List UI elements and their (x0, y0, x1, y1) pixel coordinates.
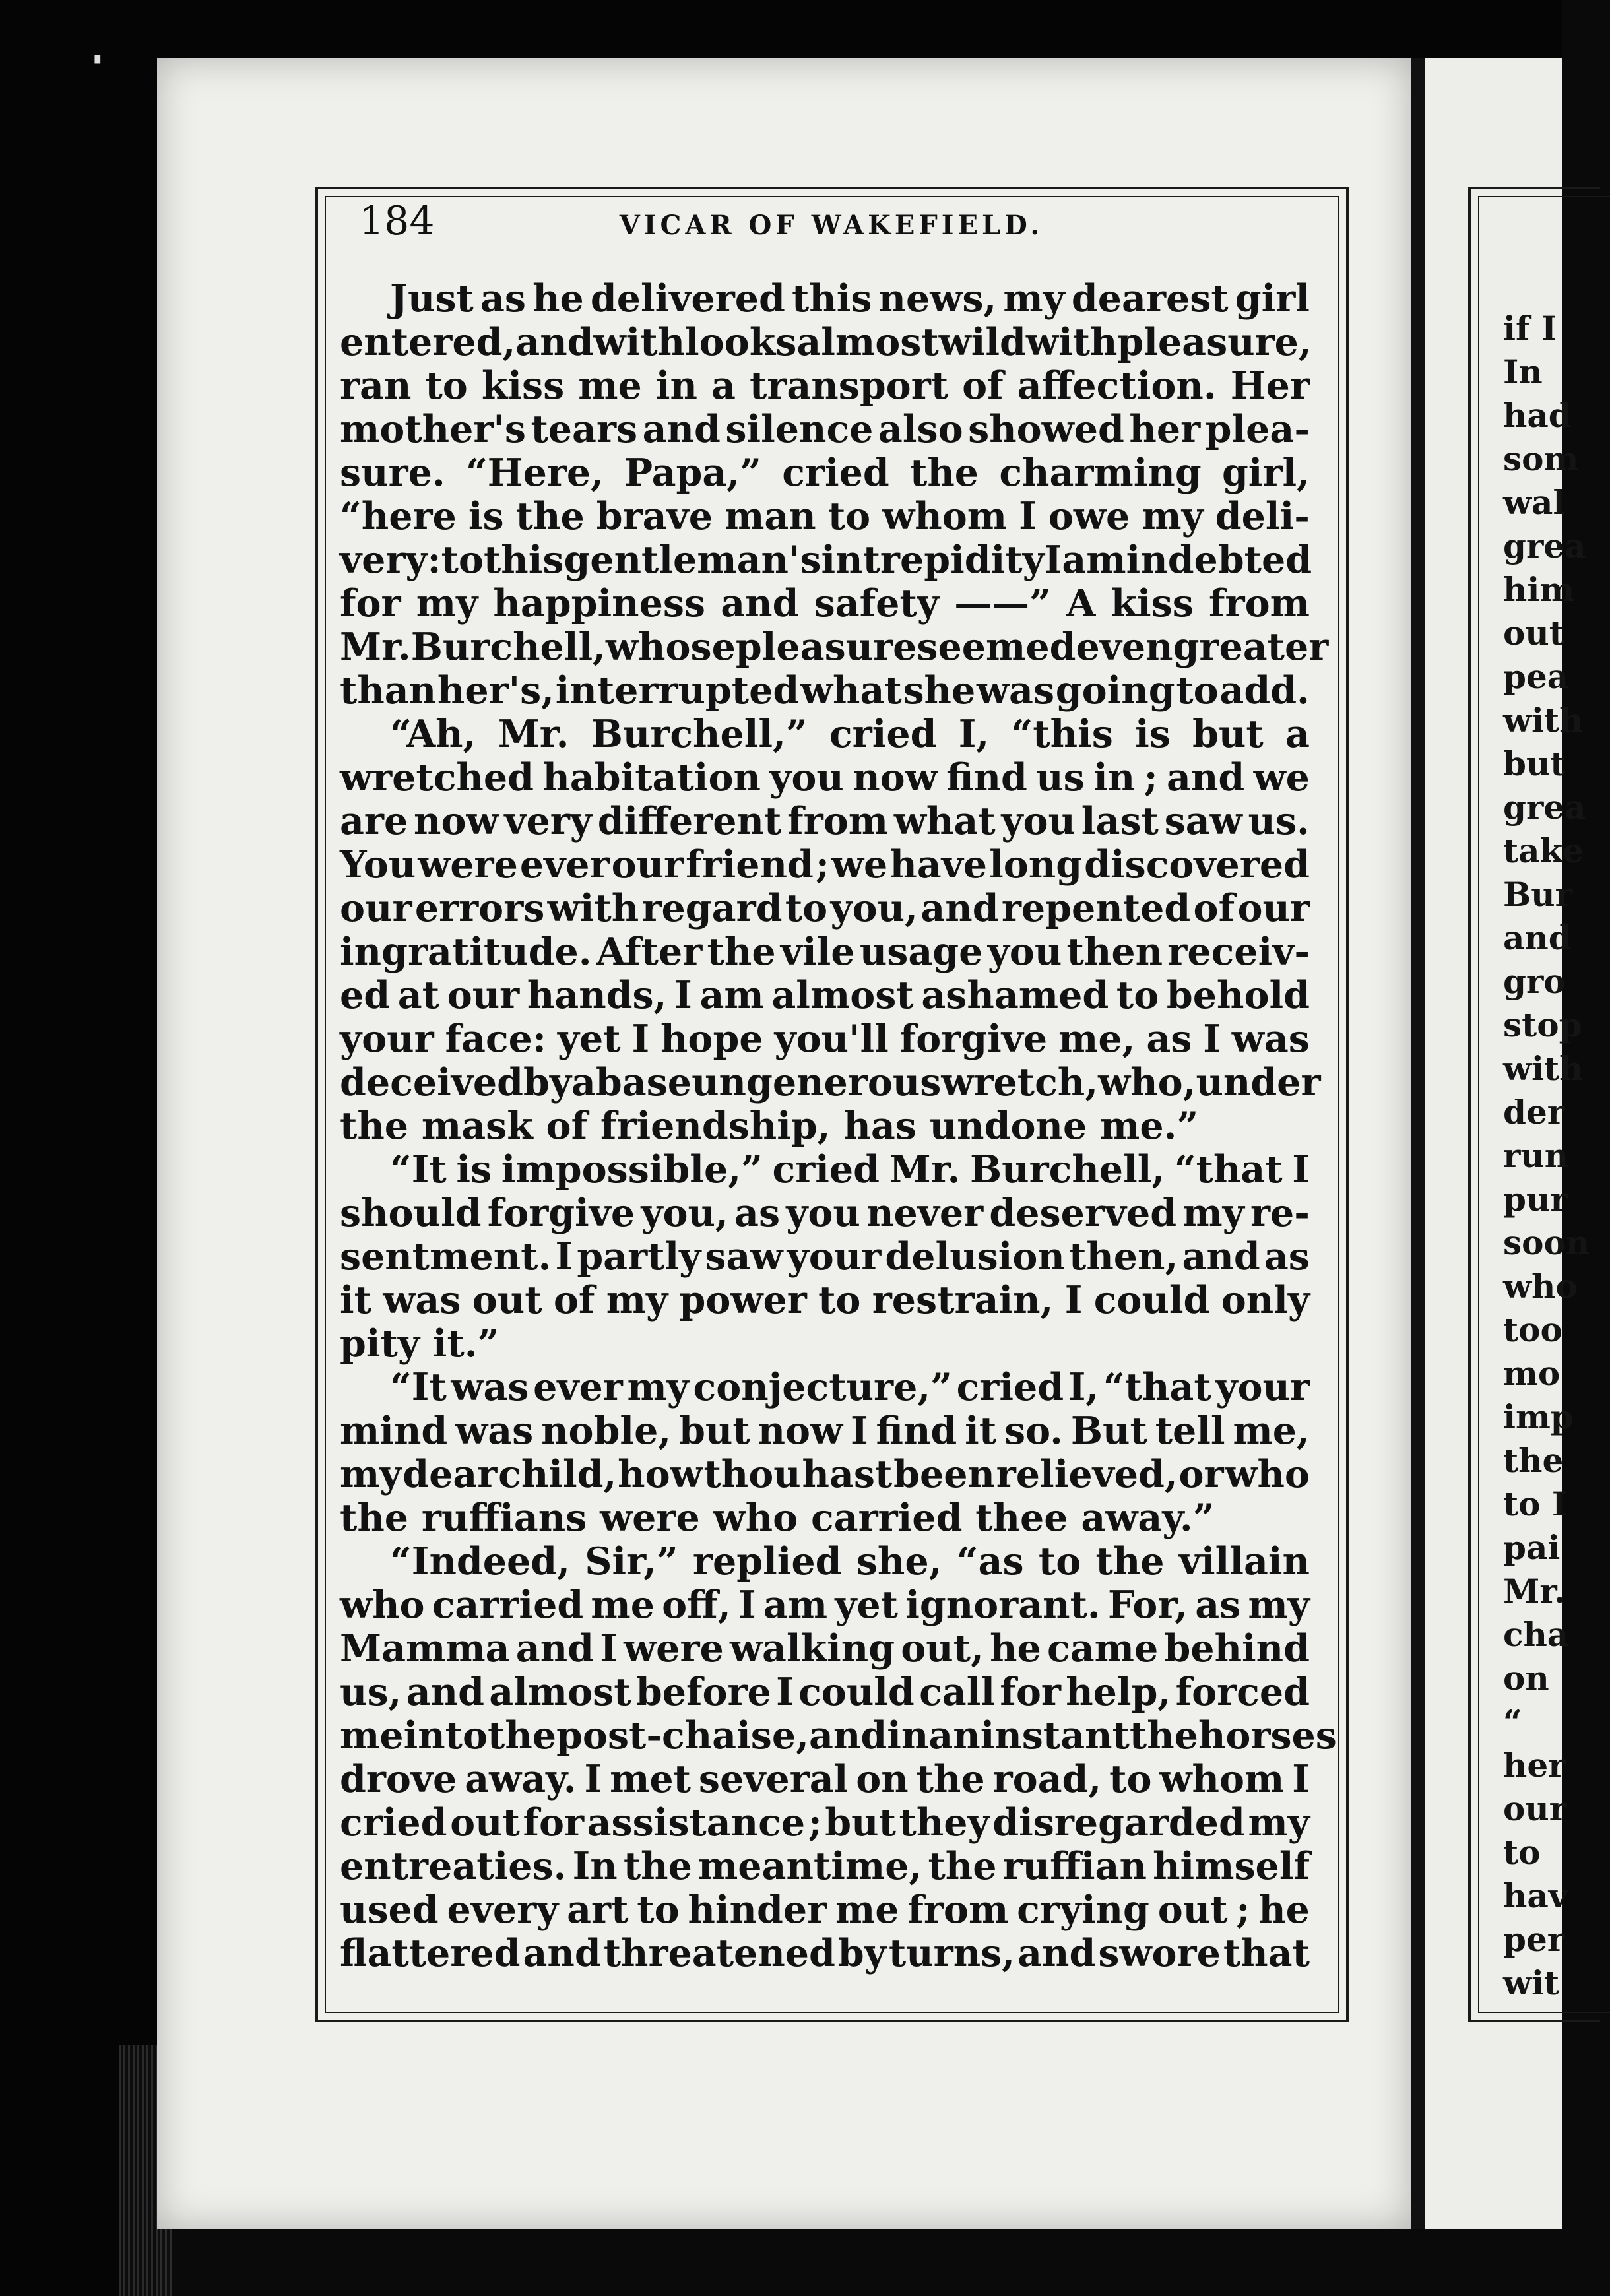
facing-page-line: mo (1503, 1354, 1561, 1393)
facing-page-line: soon (1503, 1223, 1590, 1262)
scan-border-top (0, 0, 1562, 59)
text-line: ed at our hands, I am almost ashamed to behold (340, 973, 1310, 1017)
text-line: me into the post-chaise, and in an instant the horses (340, 1713, 1337, 1758)
text-line: my dear child, how thou hast been relieved, or who (340, 1452, 1310, 1496)
scan-corner-mark: ▝ (89, 56, 100, 73)
text-line: it was out of my power to restrain, I could only (340, 1278, 1310, 1322)
facing-page-line: pea (1503, 657, 1569, 696)
text-line: who carried me off, I am yet ignorant. For, as my (340, 1583, 1310, 1627)
facing-page-line: gro (1503, 962, 1566, 1001)
facing-page-line: som (1503, 439, 1579, 478)
facing-page-line: Mr. (1503, 1572, 1566, 1610)
facing-page-line: who (1503, 1267, 1578, 1306)
facing-page-line: to I (1503, 1484, 1568, 1523)
facing-page-line: him (1503, 570, 1575, 609)
text-line: pity it.” (340, 1322, 499, 1366)
facing-page-line: to (1503, 1833, 1541, 1872)
facing-page-line: wal (1503, 483, 1566, 522)
text-line: should forgive you, as you never deserved my re- (340, 1191, 1310, 1235)
facing-page-line: with (1503, 701, 1584, 740)
facing-page-line: the (1503, 1441, 1564, 1480)
facing-page-line: take (1503, 831, 1584, 870)
facing-page-line: stop (1503, 1005, 1582, 1044)
facing-page-line: per (1503, 1920, 1565, 1959)
facing-page-line: on (1503, 1659, 1549, 1698)
facing-page-line: out (1503, 614, 1564, 653)
text-line: the mask of friendship, has undone me.” (340, 1104, 1199, 1148)
running-title: VICAR OF WAKEFIELD. (619, 210, 1044, 241)
facing-page-line: grea (1503, 526, 1586, 565)
facing-page-line: too (1503, 1310, 1562, 1349)
text-line: “It is impossible,” cried Mr. Burchell, “that I (390, 1147, 1310, 1192)
text-line: “Indeed, Sir,” replied she, “as to the villain (390, 1539, 1310, 1583)
facing-page-line: der (1503, 1093, 1565, 1132)
text-line: Mamma and I were walking out, he came behind (340, 1626, 1310, 1671)
facing-page-line: wit (1503, 1963, 1560, 2002)
facing-page-line: if I (1503, 309, 1557, 348)
facing-page-line: our (1503, 1789, 1567, 1828)
text-line: deceived by a base ungenerous wretch, who, under (340, 1060, 1321, 1104)
text-line: sentment. I partly saw your delusion then, and as (340, 1234, 1310, 1279)
text-line: for my happiness and safety ——” A kiss from (340, 581, 1310, 625)
text-line: your face: yet I hope you'll forgive me, as I was (340, 1017, 1310, 1061)
text-line: drove away. I met several on the road, to whom I (340, 1757, 1310, 1801)
facing-page-line: cha (1503, 1615, 1569, 1654)
text-line: “here is the brave man to whom I owe my deli- (340, 494, 1310, 538)
facing-page-line: pur (1503, 1180, 1568, 1219)
text-line: ran to kiss me in a transport of affection. Her (340, 364, 1310, 408)
text-line: us, and almost before I could call for help, forced (340, 1670, 1310, 1714)
text-line: than her's, interrupted what she was going to add. (340, 668, 1310, 713)
page-number: 184 (359, 198, 435, 244)
book-gutter (1411, 58, 1425, 2229)
text-line: wretched habitation you now find us in ; and we (340, 755, 1310, 800)
text-line: entered, and with looks almost wild with pleasure, (340, 320, 1312, 364)
text-line: used every art to hinder me from crying out ; he (340, 1888, 1310, 1932)
facing-page-line: “ (1503, 1702, 1522, 1741)
text-line: Mr. Burchell, whose pleasure seemed even greater (340, 625, 1329, 669)
facing-page-line: hav (1503, 1876, 1568, 1915)
facing-page-line: but (1503, 744, 1566, 783)
text-line: You were ever our friend ; we have long discovered (340, 843, 1310, 887)
facing-page-line: her (1503, 1746, 1566, 1785)
text-line: cried out for assistance ; but they disregarded my (340, 1801, 1310, 1845)
text-line: mother's tears and silence also showed her plea- (340, 407, 1310, 451)
facing-page-line: and (1503, 918, 1572, 957)
text-line: “It was ever my conjecture,” cried I, “that your (390, 1365, 1310, 1409)
text-line: “Ah, Mr. Burchell,” cried I, “this is but a (390, 712, 1310, 756)
text-line: sure. “Here, Papa,” cried the charming girl, (340, 451, 1310, 495)
text-line: very: to this gentleman's intrepidity I am indebted (340, 538, 1312, 582)
text-line: are now very different from what you last saw us. (340, 799, 1310, 843)
text-line: our errors with regard to you, and repented of our (340, 886, 1310, 930)
facing-page-text (1503, 307, 1590, 2005)
text-line: ingratitude. After the vile usage you then receiv- (340, 930, 1310, 974)
text-line: the ruffians were who carried thee away.” (340, 1496, 1215, 1540)
text-line: Just as he delivered this news, my dearest girl (390, 276, 1310, 321)
scan-border-left (0, 0, 158, 2296)
facing-page-line: with (1503, 1049, 1584, 1088)
text-line: flattered and threatened by turns, and swore that (340, 1931, 1310, 1975)
facing-page-line: run (1503, 1136, 1569, 1175)
text-line: entreaties. In the meantime, the ruffian himself (340, 1844, 1310, 1888)
facing-page-line: had (1503, 396, 1572, 435)
facing-page-line: grea (1503, 788, 1586, 827)
facing-page-line: In (1503, 352, 1543, 391)
facing-page-line: pai (1503, 1528, 1561, 1567)
facing-page-line: imp (1503, 1397, 1574, 1436)
page-body-text (340, 276, 1337, 1975)
facing-page-line: Bur (1503, 875, 1572, 914)
text-line: mind was noble, but now I find it so. But tell me, (340, 1409, 1310, 1453)
page-header (356, 198, 1306, 264)
